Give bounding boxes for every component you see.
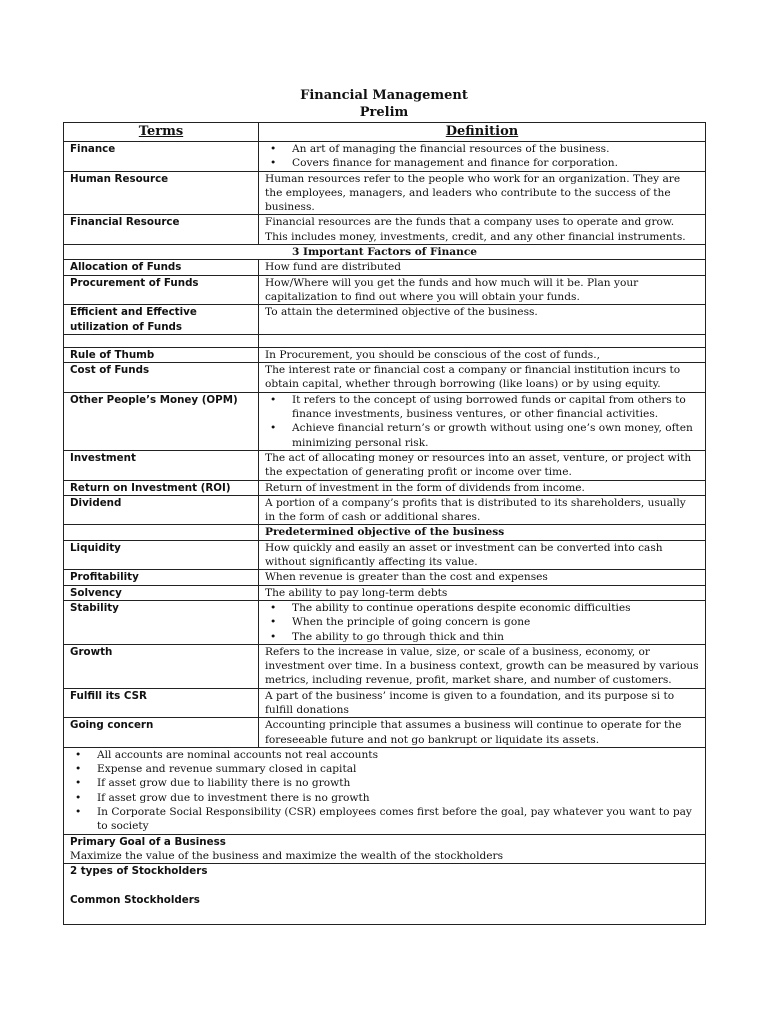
table-row (64, 305, 706, 335)
table-row (64, 644, 706, 688)
document-subtitle: Prelim (359, 105, 409, 120)
objective-heading: Predetermined objective of the business (259, 525, 706, 540)
table-row (64, 688, 706, 718)
section-heading-row (64, 245, 706, 260)
document-header (0, 87, 768, 121)
term-cell: Growth (64, 644, 259, 688)
definition-cell: Refers to the increase in value, size, or scale of a business, economy, or investment over time. In a business context, growth can be measured by various metrics, including revenue, profit, market share, and number of customers. (259, 644, 706, 688)
note-item: • All accounts are nominal accounts not real accounts (97, 748, 699, 762)
definition-cell (259, 600, 706, 644)
note-item: • If asset grow due to investment there is no growth (97, 791, 699, 805)
table-row (64, 142, 706, 172)
factors-heading: 3 Important Factors of Finance (64, 245, 706, 260)
table-row (64, 585, 706, 600)
term-cell: Going concern (64, 718, 259, 748)
term-cell: Procurement of Funds (64, 275, 259, 305)
definition-cell: How quickly and easily an asset or investment can be converted into cash without significantly affecting its value. (259, 540, 706, 570)
bullet-list (265, 142, 699, 171)
term-cell: Stability (64, 600, 259, 644)
term-cell: Financial Resource (64, 215, 259, 245)
definition-cell: In Procurement, you should be conscious of the cost of funds., (259, 347, 706, 362)
bullet-item: • Covers finance for management and finance for corporation. (292, 156, 699, 170)
notes-cell (64, 747, 706, 834)
table-row (64, 171, 706, 215)
definition-cell: Financial resources are the funds that a company uses to operate and grow. This includes money, investments, credit, and any other financial instruments. (259, 215, 706, 245)
definition-cell: To attain the determined objective of the business. (259, 305, 706, 335)
primary-goal-cell (64, 834, 706, 864)
empty-cell (64, 334, 259, 347)
bullet-item: • The ability to go through thick and thin (292, 630, 699, 644)
table-row (64, 260, 706, 275)
bullet-list (265, 393, 699, 450)
definition-cell: How/Where will you get the funds and how much will it be. Plan your capitalization to find out where you will obtain your funds. (259, 275, 706, 305)
note-item: • If asset grow due to liability there is no growth (97, 776, 699, 790)
bullet-item: • The ability to continue operations despite economic difficulties (292, 601, 699, 615)
term-cell: Fulfill its CSR (64, 688, 259, 718)
table-row (64, 275, 706, 305)
definition-cell (259, 392, 706, 450)
notes-list (70, 748, 699, 834)
term-cell: Profitability (64, 570, 259, 585)
bullet-list (265, 601, 699, 644)
primary-goal-text: Maximize the value of the business and maximize the wealth of the stockholders (70, 849, 504, 862)
bullet-item: • It refers to the concept of using borrowed funds or capital from others to finance investments, business ventures, or other financial activities. (292, 393, 699, 422)
empty-cell (259, 334, 706, 347)
term-cell: Cost of Funds (64, 363, 259, 393)
term-cell: Other People’s Money (OPM) (64, 392, 259, 450)
term-cell: Rule of Thumb (64, 347, 259, 362)
primary-goal-row (64, 834, 706, 864)
table-row (64, 215, 706, 245)
definition-cell: When revenue is greater than the cost and expenses (259, 570, 706, 585)
term-cell: Dividend (64, 495, 259, 525)
empty-cell (64, 525, 259, 540)
stockholders-cell (64, 864, 706, 925)
terms-header: Terms (64, 123, 259, 142)
notes-row (64, 747, 706, 834)
table-header-row (64, 123, 706, 142)
bullet-item: • Achieve financial return’s or growth without using one’s own money, often minimizing personal risk. (292, 421, 699, 450)
definition-cell: Return of investment in the form of dividends from income. (259, 480, 706, 495)
table-row (64, 570, 706, 585)
empty-row (64, 334, 706, 347)
table-row (64, 363, 706, 393)
definition-cell: Human resources refer to the people who work for an organization. They are the employees, managers, and leaders who contribute to the success of the business. (259, 171, 706, 215)
note-item: • Expense and revenue summary closed in capital (97, 762, 699, 776)
bullet-item: • When the principle of going concern is gone (292, 615, 699, 629)
table-row (64, 392, 706, 450)
definition-cell (259, 142, 706, 172)
table-row (64, 600, 706, 644)
stockholders-heading: 2 types of Stockholders (70, 865, 208, 878)
section-heading-row (64, 525, 706, 540)
term-cell: Efficient and Effective utilization of Funds (64, 305, 259, 335)
term-cell: Human Resource (64, 171, 259, 215)
term-cell: Solvency (64, 585, 259, 600)
table-row (64, 480, 706, 495)
term-cell: Return on Investment (ROI) (64, 480, 259, 495)
terms-table (63, 122, 706, 925)
bullet-item: • An art of managing the financial resources of the business. (292, 142, 699, 156)
table-row (64, 495, 706, 525)
definition-cell: The ability to pay long-term debts (259, 585, 706, 600)
definition-header: Definition (259, 123, 706, 142)
term-cell: Liquidity (64, 540, 259, 570)
table-row (64, 718, 706, 748)
table-row (64, 347, 706, 362)
stockholders-item: Common Stockholders (70, 893, 200, 906)
term-cell: Investment (64, 450, 259, 480)
document-title: Financial Management (300, 88, 468, 103)
term-cell: Finance (64, 142, 259, 172)
definition-cell: The act of allocating money or resources into an asset, venture, or project with the expectation of generating profit or income over time. (259, 450, 706, 480)
primary-goal-heading: Primary Goal of a Business (70, 835, 226, 848)
table-row (64, 540, 706, 570)
definition-cell: Accounting principle that assumes a business will continue to operate for the foreseeable future and not go bankrupt or liquidate its assets. (259, 718, 706, 748)
term-cell: Allocation of Funds (64, 260, 259, 275)
definition-cell: A portion of a company’s profits that is distributed to its shareholders, usually in the form of cash or additional shares. (259, 495, 706, 525)
table-row (64, 450, 706, 480)
definition-cell: How fund are distributed (259, 260, 706, 275)
stockholders-row (64, 864, 706, 925)
definition-cell: The interest rate or financial cost a company or financial institution incurs to obtain capital, whether through borrowing (like loans) or by using equity. (259, 363, 706, 393)
definition-cell: A part of the business’ income is given to a foundation, and its purpose si to fulfill donations (259, 688, 706, 718)
note-item: • In Corporate Social Responsibility (CSR) employees comes first before the goal, pay whatever you want to pay to society (97, 805, 699, 834)
